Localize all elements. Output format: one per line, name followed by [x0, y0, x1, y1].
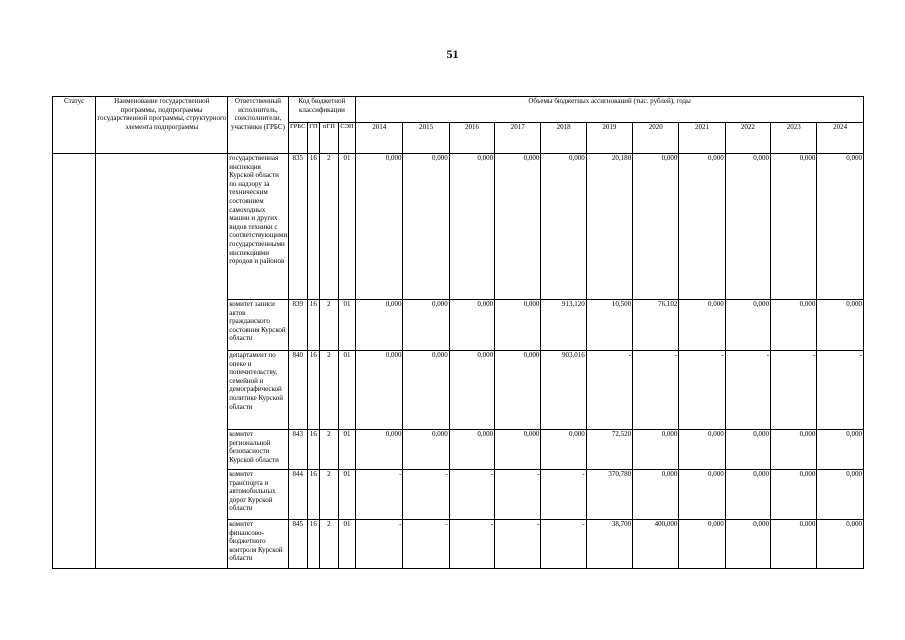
value-cell: 913,120: [541, 300, 586, 351]
value-cell: -: [679, 351, 725, 430]
value-cell: 370,780: [586, 470, 632, 520]
code-cell: 840: [288, 351, 307, 430]
value-cell: 0,000: [679, 300, 725, 351]
code-cell: 845: [288, 520, 307, 569]
code-cell: 2: [319, 154, 338, 300]
value-cell: 0,000: [633, 154, 679, 300]
table-body: [53, 154, 864, 569]
value-cell: 0,000: [633, 470, 679, 520]
page-number: 51: [446, 47, 459, 61]
header-code-grbs: ГРБС: [288, 123, 307, 154]
value-cell: -: [356, 520, 403, 569]
value-cell: 0,000: [817, 470, 864, 520]
code-cell: 2: [319, 470, 338, 520]
value-cell: 0,000: [495, 351, 541, 430]
value-cell: -: [449, 470, 494, 520]
code-cell: 01: [338, 520, 355, 569]
value-cell: 10,500: [586, 300, 632, 351]
code-cell: 2: [319, 430, 338, 470]
value-cell: -: [495, 520, 541, 569]
value-cell: 0,000: [679, 154, 725, 300]
value-cell: 0,000: [356, 154, 403, 300]
value-cell: 0,000: [541, 430, 586, 470]
value-cell: 0,000: [495, 154, 541, 300]
executor-cell: государственная инспекция Курской области по надзору за техническим состоянием самоходных машин и других видов техники с соответствующими государственными инспекциями городов и районов: [228, 154, 288, 300]
value-cell: 0,000: [403, 300, 449, 351]
value-cell: 0,000: [725, 154, 770, 300]
value-cell: -: [541, 470, 586, 520]
value-cell: -: [586, 351, 632, 430]
budget-table: [52, 96, 864, 569]
value-cell: 0,000: [725, 470, 770, 520]
header-name: Наименование государственной программы, подпрограммы государственной программы, структурного элемента подпрограммы: [96, 97, 228, 154]
value-cell: 0,000: [356, 351, 403, 430]
code-cell: 16: [307, 351, 319, 430]
value-cell: 0,000: [817, 520, 864, 569]
value-cell: 0,000: [771, 430, 817, 470]
value-cell: 0,000: [541, 154, 586, 300]
value-cell: -: [771, 351, 817, 430]
code-cell: 16: [307, 520, 319, 569]
header-year: 2022: [725, 123, 770, 154]
header-executor: Ответственный исполнитель, соисполнители, участники (ГРБС): [228, 97, 288, 154]
header-code-group: Код бюджетной классификации: [288, 97, 355, 123]
value-cell: 903,016: [541, 351, 586, 430]
code-cell: 16: [307, 300, 319, 351]
value-cell: 72,520: [586, 430, 632, 470]
value-cell: -: [495, 470, 541, 520]
executor-cell: комитет региональной безопасности Курской области: [228, 430, 288, 470]
header-code-pgp: пГП: [319, 123, 338, 154]
code-cell: 2: [319, 351, 338, 430]
executor-cell: комитет транспорта и автомобильных дорог Курской области: [228, 470, 288, 520]
value-cell: 0,000: [449, 430, 494, 470]
value-cell: -: [817, 351, 864, 430]
value-cell: 0,000: [817, 300, 864, 351]
value-cell: 0,000: [403, 154, 449, 300]
value-cell: 0,000: [725, 430, 770, 470]
status-cell: [53, 154, 96, 569]
value-cell: 0,000: [449, 154, 494, 300]
value-cell: 76,102: [633, 300, 679, 351]
header-year: 2020: [633, 123, 679, 154]
value-cell: 0,000: [679, 430, 725, 470]
value-cell: 0,000: [725, 300, 770, 351]
value-cell: -: [403, 520, 449, 569]
value-cell: 0,000: [771, 154, 817, 300]
executor-cell: комитет записи актов гражданского состояния Курской области: [228, 300, 288, 351]
code-cell: 844: [288, 470, 307, 520]
header-year: 2015: [403, 123, 449, 154]
value-cell: -: [356, 470, 403, 520]
value-cell: 0,000: [449, 351, 494, 430]
program-name-cell: [96, 154, 228, 569]
value-cell: -: [633, 351, 679, 430]
value-cell: 0,000: [495, 430, 541, 470]
header-year: 2017: [495, 123, 541, 154]
table-row: [53, 154, 864, 300]
header-year: 2024: [817, 123, 864, 154]
value-cell: 38,700: [586, 520, 632, 569]
value-cell: 0,000: [771, 300, 817, 351]
code-cell: 01: [338, 430, 355, 470]
header-year: 2016: [449, 123, 494, 154]
value-cell: 0,000: [817, 430, 864, 470]
header-status: Статус: [53, 97, 96, 154]
value-cell: 0,000: [356, 300, 403, 351]
value-cell: 0,000: [679, 520, 725, 569]
code-cell: 16: [307, 470, 319, 520]
code-cell: 843: [288, 430, 307, 470]
header-year: 2021: [679, 123, 725, 154]
code-cell: 16: [307, 430, 319, 470]
value-cell: 0,000: [403, 430, 449, 470]
header-code-gp: ГП: [307, 123, 319, 154]
value-cell: 0,000: [449, 300, 494, 351]
value-cell: 0,000: [633, 430, 679, 470]
value-cell: -: [541, 520, 586, 569]
value-cell: 400,000: [633, 520, 679, 569]
code-cell: 839: [288, 300, 307, 351]
value-cell: 0,000: [771, 520, 817, 569]
executor-cell: департамент по опеке и попечительству, семейной и демографической политике Курской области: [228, 351, 288, 430]
executor-cell: комитет финансово-бюджетного контроля Курской области: [228, 520, 288, 569]
value-cell: 0,000: [403, 351, 449, 430]
value-cell: -: [725, 351, 770, 430]
code-cell: 835: [288, 154, 307, 300]
value-cell: 0,000: [495, 300, 541, 351]
value-cell: 0,000: [679, 470, 725, 520]
code-cell: 16: [307, 154, 319, 300]
code-cell: 2: [319, 520, 338, 569]
value-cell: -: [403, 470, 449, 520]
code-cell: 01: [338, 470, 355, 520]
code-cell: 01: [338, 351, 355, 430]
code-cell: 01: [338, 154, 355, 300]
header-year: 2018: [541, 123, 586, 154]
value-cell: 20,180: [586, 154, 632, 300]
header-year: 2019: [586, 123, 632, 154]
value-cell: -: [449, 520, 494, 569]
value-cell: 0,000: [771, 470, 817, 520]
code-cell: 01: [338, 300, 355, 351]
code-cell: 2: [319, 300, 338, 351]
header-year: 2014: [356, 123, 403, 154]
header-code-sep: СЭП: [338, 123, 355, 154]
header-year: 2023: [771, 123, 817, 154]
value-cell: 0,000: [817, 154, 864, 300]
value-cell: 0,000: [356, 430, 403, 470]
header-volumes: Объемы бюджетных ассигнований (тыс. рублей), годы: [356, 97, 864, 123]
value-cell: 0,000: [725, 520, 770, 569]
